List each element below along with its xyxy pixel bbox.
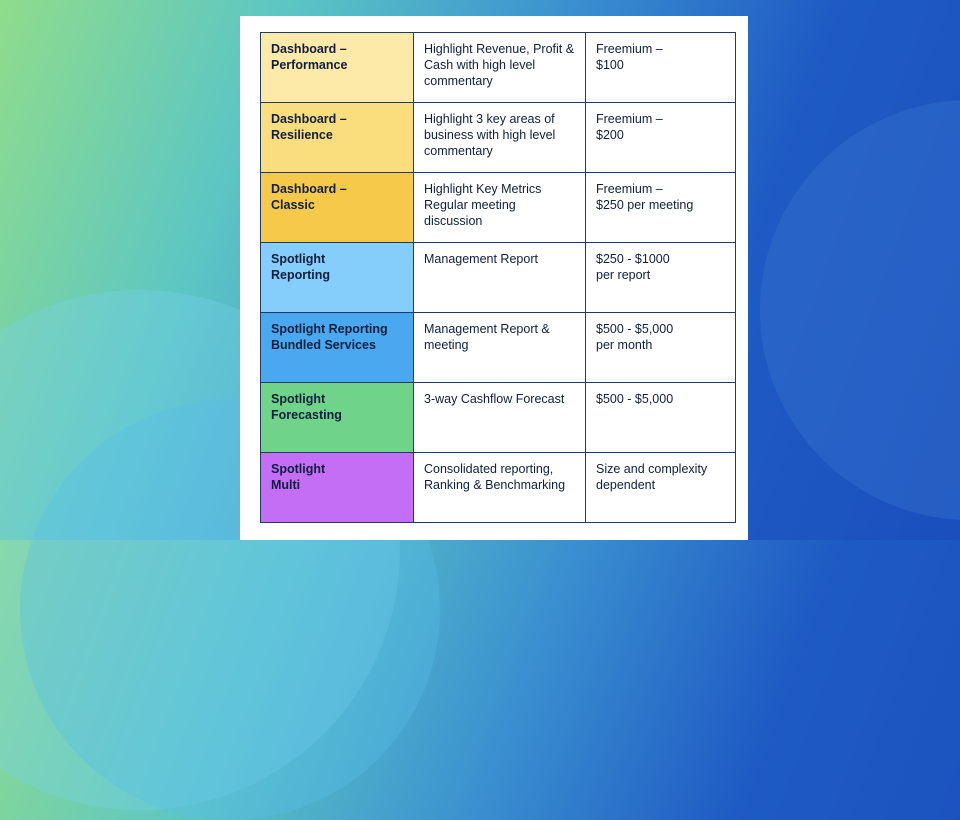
product-name-cell: Spotlight Multi [261, 453, 414, 523]
price-cell: Size and complexity dependent [586, 453, 736, 523]
product-name-cell: Spotlight Reporting Bundled Services [261, 313, 414, 383]
description-cell: Consolidated reporting, Ranking & Benchmarking [414, 453, 586, 523]
product-name-cell: Spotlight Reporting [261, 243, 414, 313]
product-name-cell: Dashboard – Performance [261, 33, 414, 103]
table-row [261, 453, 736, 523]
product-name-cell: Dashboard – Classic [261, 173, 414, 243]
price-cell: Freemium – $200 [586, 103, 736, 173]
price-cell: Freemium – $100 [586, 33, 736, 103]
description-cell: Highlight Key Metrics Regular meeting discussion [414, 173, 586, 243]
price-cell: $500 - $5,000 per month [586, 313, 736, 383]
description-cell: Management Report & meeting [414, 313, 586, 383]
table-row [261, 313, 736, 383]
description-cell: Highlight Revenue, Profit & Cash with high level commentary [414, 33, 586, 103]
slide-card [240, 16, 748, 540]
price-cell: Freemium – $250 per meeting [586, 173, 736, 243]
price-cell: $500 - $5,000 [586, 383, 736, 453]
table-row [261, 173, 736, 243]
product-name-cell: Dashboard – Resilience [261, 103, 414, 173]
description-cell: 3-way Cashflow Forecast [414, 383, 586, 453]
pricing-table [260, 32, 736, 523]
table-row [261, 243, 736, 313]
table-row [261, 33, 736, 103]
table-row [261, 383, 736, 453]
description-cell: Management Report [414, 243, 586, 313]
table-row [261, 103, 736, 173]
description-cell: Highlight 3 key areas of business with high level commentary [414, 103, 586, 173]
price-cell: $250 - $1000 per report [586, 243, 736, 313]
product-name-cell: Spotlight Forecasting [261, 383, 414, 453]
background-shape [760, 100, 960, 520]
